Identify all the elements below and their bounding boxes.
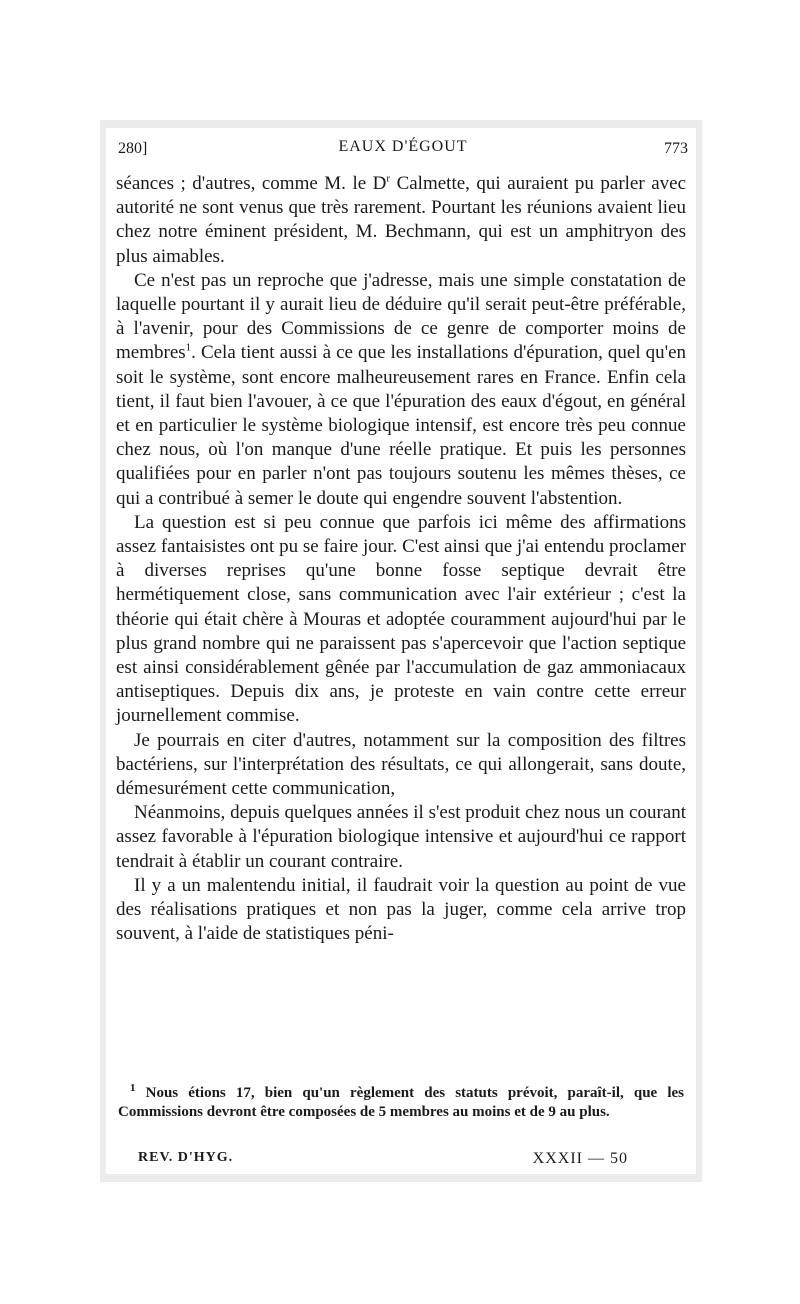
paragraph-3: La question est si peu connue que parfois ici même des affirmations assez fantaisistes ont pu se faire jour. C'est ainsi que j'ai entendu proclamer à diverses reprises qu'une bonne fosse septique devrait être hermétiquement close, sans communication avec l'air extérieur ; c'est la théorie qui était chère à Mouras et adoptée couramment aujourd'hui par le plus grand nombre qui ne paraissent pas s'apercevoir que l'action septique est ainsi considérablement gênée par l'accumulation de gaz ammoniacaux antiseptiques. Depuis dix ans, je proteste en vain contre cette erreur journellement commise. (116, 511, 686, 727)
document-page (106, 128, 696, 1174)
paragraph-5: Néanmoins, depuis quelques années il s'est produit chez nous un courant assez favorable à l'épuration biologique intensive et aujourd'hui ce rapport tendrait à établir un courant contraire. (116, 802, 686, 872)
body-text (116, 172, 686, 947)
footnote-reference: 1 (185, 342, 192, 355)
paragraph-1: séances ; d'autres, comme M. le $D^r$ Calmette, qui auraient pu parler avec autorité ne sont venus que très rarement. Pourtant les réunions avaient lieu chez notre éminent président, M. Bechmann, qui est un amphitryon des plus aimables. (116, 172, 687, 267)
footnote-text: Nous étions 17, bien qu'un règlement des statuts prévoit, paraît-il, que les Commissions devront être composées de 5 membres au moins et de 9 au plus. (118, 1085, 684, 1120)
page-footer (138, 1150, 628, 1170)
footnote (118, 1084, 684, 1122)
running-header (118, 136, 688, 160)
journal-abbreviation: REV. D'HYG. (138, 1150, 234, 1165)
page-reference: 280] (118, 140, 148, 157)
paragraph-2: Ce n'est pas un reproche que j'adresse, mais une simple constatation de laquelle pourtant il y aurait lieu de déduire qu'il serait peut-être préférable, à l'avenir, pour des Commissions de ce genre de comporter moins de membres$^1$. Cela tient aussi à ce que les installations d'épuration, quel qu'en soit le système, sont encore malheureusement rares en France. Enfin cela tient, il faut bien l'avouer, à ce que l'épuration des eaux d'égout, en général et en particulier le système biologique intensif, est encore très peu connue chez nous, où l'on manque d'une réelle pratique. Et puis les personnes qualifiées pour en parler n'ont pas toujours soutenu les mêmes thèses, ce qui a contribué à semer le doute qui engendre souvent l'abstention. (116, 269, 686, 509)
running-title: EAUX D'ÉGOUT (338, 138, 468, 155)
page-number: 773 (664, 140, 688, 157)
volume-signature: XXXII — 50 (532, 1150, 628, 1167)
footnote-marker: 1 (130, 1082, 136, 1094)
paragraph-6: Il y a un malentendu initial, il faudrait voir la question au point de vue des réalisations pratiques et non pas la juger, comme cela arrive trop souvent, à l'aide de statistiques péni- (116, 874, 686, 945)
paragraph-4: Je pourrais en citer d'autres, notamment sur la composition des filtres bactériens, sur l'interprétation des résultats, ce qui allongerait, sans doute, démesurément cette communication, (116, 729, 686, 800)
superscript-dr: r (386, 172, 391, 185)
